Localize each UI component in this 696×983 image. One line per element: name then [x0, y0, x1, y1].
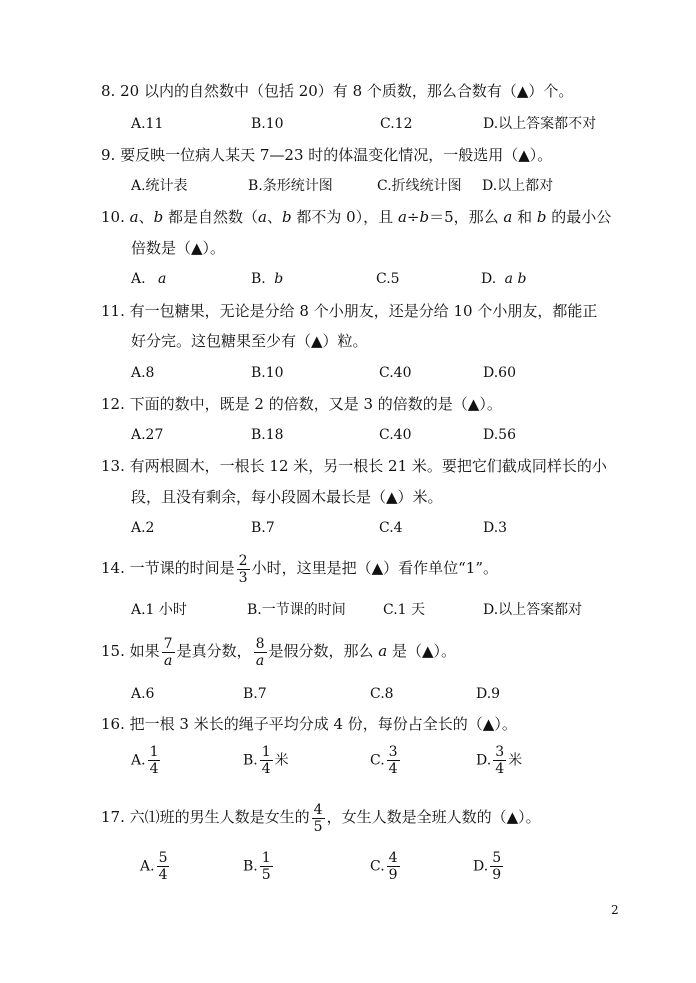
- question-13-line-2: 段，且没有剩余，每小段圆木最长是（▲）米。: [131, 488, 443, 506]
- option-d: D.9: [476, 686, 501, 702]
- option-c: C.1 天: [383, 602, 426, 618]
- fraction-denominator: 3: [238, 569, 248, 586]
- question-number: 17.: [101, 808, 125, 826]
- option-d: D.以上答案都不对: [483, 116, 597, 132]
- option-value: a: [158, 271, 167, 287]
- fraction-denominator: 5: [261, 867, 271, 883]
- fraction-numerator: 2: [238, 552, 248, 569]
- page-number: 2: [611, 903, 619, 917]
- option-d: [476, 745, 522, 776]
- option-d: D.以上都对: [482, 178, 554, 194]
- question-15: [101, 631, 456, 671]
- option-b: B.10: [251, 365, 284, 381]
- text-seg: 、: [138, 208, 154, 226]
- fraction: [490, 851, 503, 882]
- option-value: b: [274, 271, 284, 287]
- option-label: D.: [473, 858, 489, 875]
- option-c: C.12: [380, 116, 413, 132]
- question-text: 要反映一位病人某天 7—23 时的体温变化情况，一般选用（▲）。: [120, 146, 553, 164]
- fraction: [237, 554, 250, 585]
- option-a: [140, 851, 171, 882]
- fraction: [162, 637, 175, 668]
- question-number: 11.: [101, 302, 125, 320]
- var-a: a: [503, 208, 513, 226]
- fraction: [312, 803, 325, 834]
- option-b: B.10: [251, 116, 284, 132]
- option-d: D.56: [483, 427, 516, 443]
- question-text: 六⑴班的男生人数是女生的: [129, 808, 310, 826]
- var-a: a: [378, 642, 388, 660]
- fraction: [260, 745, 273, 776]
- question-text: ，女生人数是全班人数的（▲）。: [326, 808, 541, 826]
- option-b: B.一节课的时间: [247, 602, 346, 618]
- fraction: [148, 745, 161, 776]
- question-text: 有一包糖果，无论是分给 8 个小朋友，还是分给 10 个小朋友，都能正: [129, 302, 598, 320]
- question-text: 有两根圆木，一根长 12 米，另一根长 21 米。要把它们截成同样长的小: [129, 457, 607, 475]
- question-16: [101, 713, 517, 735]
- question-9: [101, 144, 552, 166]
- option-a: A.2: [131, 520, 155, 536]
- option-d: D.60: [483, 365, 516, 381]
- option-value: a b: [504, 271, 527, 287]
- text-seg: ＝5，那么: [429, 208, 504, 226]
- option-b: [251, 268, 283, 290]
- question-number: 16.: [101, 715, 125, 733]
- fraction-numerator: 3: [388, 744, 398, 760]
- question-11: [101, 300, 597, 322]
- fraction-numerator: 1: [149, 744, 159, 760]
- option-d: D.以上答案都对: [483, 602, 583, 618]
- fraction-numerator: 4: [388, 850, 398, 866]
- option-d: D.3: [483, 520, 508, 536]
- option-c: C.8: [370, 686, 394, 702]
- fraction-denominator: 4: [149, 761, 159, 777]
- fraction-numerator: 5: [492, 850, 502, 866]
- option-c: [370, 851, 402, 882]
- fraction-denominator: a: [163, 652, 173, 669]
- text-seg: ÷: [406, 208, 420, 226]
- fraction: [387, 851, 400, 882]
- question-11-line-2: 好分完。这包糖果至少有（▲）粒。: [131, 332, 368, 350]
- option-label: A.: [131, 752, 146, 769]
- question-14: [101, 548, 498, 588]
- option-label: D.: [481, 271, 497, 287]
- option-b: [243, 745, 289, 776]
- fraction-denominator: 5: [313, 818, 323, 835]
- var-b: b: [281, 208, 292, 226]
- question-text: 是真分数，: [176, 642, 252, 660]
- option-c: C.4: [379, 520, 403, 536]
- option-unit: 米: [508, 752, 523, 769]
- var-a: a: [397, 208, 407, 226]
- fraction-denominator: 4: [495, 761, 505, 777]
- fraction-numerator: 1: [261, 744, 271, 760]
- var-a: a: [129, 208, 139, 226]
- option-label: B.: [251, 271, 266, 287]
- fraction-numerator: 3: [495, 744, 505, 760]
- fraction: [260, 851, 273, 882]
- question-text: 是（▲）。: [387, 642, 457, 660]
- question-text: 小时，这里是把（▲）看作单位“1”。: [251, 559, 498, 577]
- question-text: 把一根 3 米长的绳子平均分成 4 份，每份占全长的（▲）。: [129, 715, 517, 733]
- text-seg: 都不为 0），且: [291, 208, 398, 226]
- question-text: 20 以内的自然数中（包括 20）有 8 个质数，那么合数有（▲）个。: [120, 82, 574, 100]
- question-text: 是假分数，那么: [268, 642, 379, 660]
- option-c: C.40: [379, 365, 412, 381]
- var-b: b: [536, 208, 547, 226]
- option-c: C.折线统计图: [377, 178, 462, 194]
- fraction-numerator: 5: [158, 850, 168, 866]
- text-seg: 的最小公: [546, 208, 612, 226]
- option-b: [243, 851, 275, 882]
- fraction: [254, 637, 267, 668]
- var-b: b: [419, 208, 430, 226]
- question-13: [101, 455, 607, 477]
- fraction-denominator: 4: [388, 761, 398, 777]
- option-label: B.: [243, 858, 258, 875]
- option-label: A.: [140, 858, 155, 875]
- question-8: [101, 80, 573, 102]
- text-seg: 都是自然数（: [163, 208, 258, 226]
- question-number: 15.: [101, 642, 125, 660]
- fraction-numerator: 1: [261, 850, 271, 866]
- option-b: B.7: [243, 686, 267, 702]
- option-b: B.条形统计图: [248, 178, 333, 194]
- question-number: 9.: [101, 146, 116, 164]
- question-number: 13.: [101, 457, 125, 475]
- question-17: [101, 797, 541, 837]
- question-number: 8.: [101, 82, 116, 100]
- option-d: [481, 268, 526, 290]
- fraction-numerator: 7: [163, 635, 173, 652]
- question-text: 如果: [129, 642, 160, 660]
- option-a: A.6: [131, 686, 155, 702]
- option-unit: 米: [274, 752, 289, 769]
- fraction-denominator: 9: [388, 867, 398, 883]
- var-a: a: [258, 208, 267, 226]
- option-c: C.40: [379, 427, 412, 443]
- option-c: C.5: [376, 271, 400, 287]
- fraction-numerator: 8: [255, 635, 265, 652]
- question-10: [101, 206, 611, 228]
- fraction-numerator: 4: [313, 801, 323, 818]
- fraction: [157, 851, 170, 882]
- option-label: B.: [243, 752, 258, 769]
- fraction-denominator: 4: [261, 761, 271, 777]
- option-a: A.27: [131, 427, 164, 443]
- option-label: C.: [370, 858, 385, 875]
- option-b: B.7: [251, 520, 275, 536]
- var-b: b: [153, 208, 164, 226]
- text-seg: 和: [512, 208, 537, 226]
- fraction: [493, 745, 506, 776]
- option-label: A.: [131, 271, 146, 287]
- fraction-denominator: 4: [158, 867, 168, 883]
- option-a: [131, 268, 166, 290]
- option-c: [370, 745, 402, 776]
- fraction-denominator: a: [255, 652, 265, 669]
- option-a: A.11: [131, 116, 164, 132]
- question-10-line-2: 倍数是（▲）。: [131, 239, 226, 257]
- option-a: [131, 745, 162, 776]
- question-text: 下面的数中，既是 2 的倍数，又是 3 的倍数的是（▲）。: [129, 395, 502, 413]
- fraction-denominator: 9: [492, 867, 502, 883]
- question-text: 一节课的时间是: [129, 559, 235, 577]
- option-a: A.8: [131, 365, 155, 381]
- fraction: [387, 745, 400, 776]
- text-seg: 、: [266, 208, 282, 226]
- option-a: A.1 小时: [131, 602, 187, 618]
- option-a: A.统计表: [131, 178, 188, 194]
- question-12: [101, 393, 502, 415]
- option-b: B.18: [251, 427, 284, 443]
- question-number: 10.: [101, 208, 125, 226]
- option-label: C.: [370, 752, 385, 769]
- question-number: 12.: [101, 395, 125, 413]
- option-label: D.: [476, 752, 492, 769]
- option-d: [473, 851, 505, 882]
- question-number: 14.: [101, 559, 125, 577]
